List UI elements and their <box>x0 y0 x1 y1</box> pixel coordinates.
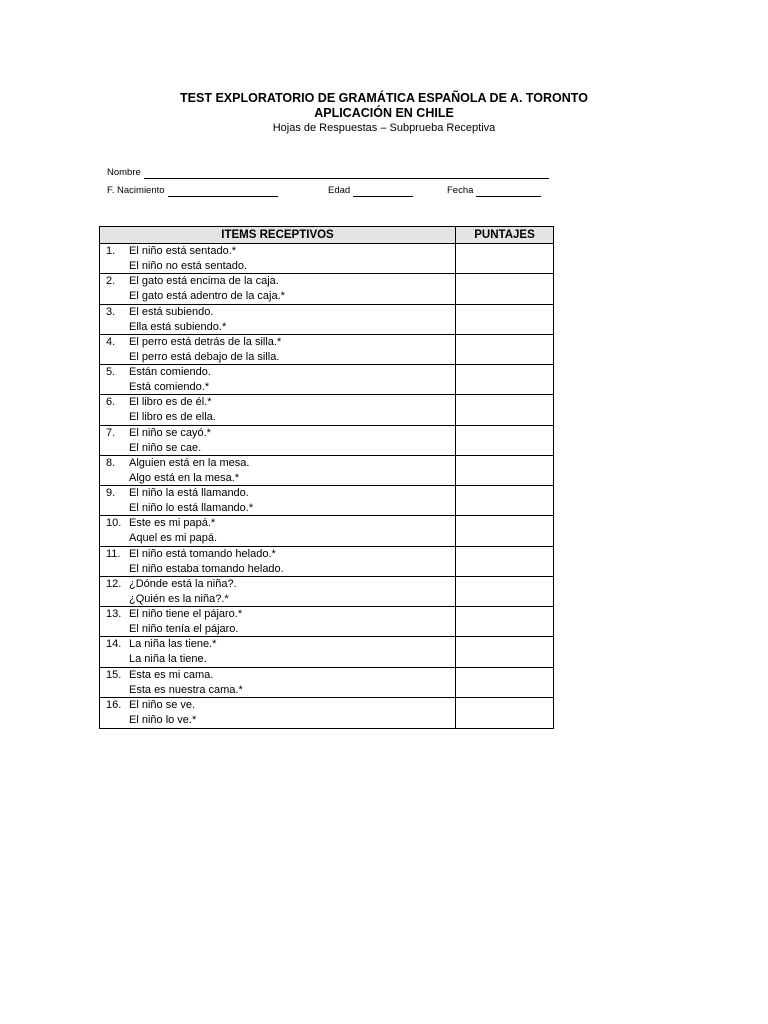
item-sentence-b: La niña la tiene. <box>129 653 207 666</box>
item-sentence-b: El niño lo está llamando.* <box>129 502 254 514</box>
item-sentence-a: Esta es mi cama. <box>129 668 214 681</box>
item-cell <box>100 305 456 334</box>
score-cell[interactable] <box>456 577 553 606</box>
item-sentence-a: El niño tiene el pájaro.* <box>129 608 243 620</box>
score-cell[interactable] <box>456 244 553 273</box>
item-cell <box>100 365 456 394</box>
table-row <box>100 486 553 516</box>
item-number: 6. <box>106 396 116 409</box>
item-cell <box>100 698 456 728</box>
table-row <box>100 335 553 365</box>
item-cell <box>100 486 456 515</box>
item-sentences <box>129 244 455 273</box>
table-row <box>100 305 553 335</box>
item-cell <box>100 274 456 303</box>
item-number: 1. <box>106 245 116 257</box>
table-row <box>100 668 553 698</box>
item-number: 2. <box>106 275 116 288</box>
score-cell[interactable] <box>456 274 553 303</box>
item-sentence-a: Están comiendo. <box>129 366 211 378</box>
edad-field <box>328 185 413 197</box>
document-subtitle-chile: APLICACIÓN EN CHILE <box>314 106 454 120</box>
item-sentence-a: El libro es de él.* <box>129 396 212 409</box>
score-cell[interactable] <box>456 426 553 455</box>
item-sentences <box>129 426 455 455</box>
nombre-label: Nombre <box>107 167 141 178</box>
item-number: 13. <box>106 608 122 620</box>
item-sentences <box>129 637 455 666</box>
header-puntajes: PUNTAJES <box>474 229 535 241</box>
fecha-label: Fecha <box>447 185 474 196</box>
table-row <box>100 698 553 728</box>
score-cell[interactable] <box>456 365 553 394</box>
item-sentences <box>129 365 455 394</box>
table-row <box>100 395 553 425</box>
fecha-blank-line[interactable] <box>476 186 541 197</box>
score-cell[interactable] <box>456 547 553 576</box>
item-sentence-a: Alguien está en la mesa. <box>129 456 250 469</box>
item-cell <box>100 335 456 364</box>
score-cell[interactable] <box>456 607 553 636</box>
table-row <box>100 577 553 607</box>
item-number: 14. <box>106 638 122 651</box>
score-cell[interactable] <box>456 698 553 728</box>
item-sentence-b: ¿Quién es la niña?.* <box>129 592 229 605</box>
item-sentence-a: El gato está encima de la caja. <box>129 275 279 288</box>
item-sentence-a: La niña las tiene.* <box>129 638 217 651</box>
item-sentence-b: El niño estaba tomando helado. <box>129 562 284 575</box>
document-title: TEST EXPLORATORIO DE GRAMÁTICA ESPAÑOLA DE A. TORONTO <box>180 91 588 105</box>
item-sentences <box>129 607 455 636</box>
score-cell[interactable] <box>456 305 553 334</box>
item-sentence-a: El niño está tomando helado.* <box>129 547 276 560</box>
item-sentences <box>129 698 455 728</box>
item-cell <box>100 668 456 697</box>
table-row <box>100 274 553 304</box>
item-sentences <box>129 274 455 303</box>
item-sentence-b: Ella está subiendo.* <box>129 320 227 333</box>
item-sentence-a: Este es mi papá.* <box>129 517 216 530</box>
items-table <box>99 226 554 729</box>
item-sentence-b: El niño se cae. <box>129 441 202 454</box>
item-sentence-b: El niño no está sentado. <box>129 260 248 272</box>
item-sentences <box>129 395 455 424</box>
item-cell <box>100 456 456 485</box>
item-number: 5. <box>106 366 116 378</box>
item-sentence-b: El niño lo ve.* <box>129 713 197 726</box>
item-cell <box>100 577 456 606</box>
item-sentence-a: El está subiendo. <box>129 305 214 318</box>
nacimiento-field <box>107 185 278 197</box>
nombre-field <box>107 167 549 179</box>
nacimiento-blank-line[interactable] <box>168 186 278 197</box>
score-cell[interactable] <box>456 516 553 545</box>
item-sentence-b: Aquel es mi papá. <box>129 532 218 545</box>
item-sentence-b: Esta es nuestra cama.* <box>129 683 243 696</box>
score-cell[interactable] <box>456 637 553 666</box>
header-items-receptivos: ITEMS RECEPTIVOS <box>100 227 456 243</box>
table-row <box>100 426 553 456</box>
item-sentences <box>129 668 455 697</box>
item-sentences <box>129 335 455 364</box>
item-sentences <box>129 486 455 515</box>
item-sentence-a: El niño la está llamando. <box>129 487 249 499</box>
item-sentence-b: El perro está debajo de la silla. <box>129 350 280 363</box>
nacimiento-label: F. Nacimiento <box>107 185 165 196</box>
item-sentence-a: El perro está detrás de la silla.* <box>129 335 282 348</box>
item-cell <box>100 547 456 576</box>
table-row <box>100 456 553 486</box>
table-row <box>100 244 553 274</box>
table-row <box>100 516 553 546</box>
item-number: 10. <box>106 517 122 530</box>
item-number: 3. <box>106 305 116 318</box>
item-sentence-b: Algo está en la mesa.* <box>129 471 240 484</box>
item-sentences <box>129 516 455 545</box>
edad-label: Edad <box>328 185 351 196</box>
item-sentence-b: El gato está adentro de la caja.* <box>129 290 285 303</box>
table-row <box>100 365 553 395</box>
item-sentences <box>129 456 455 485</box>
item-sentence-a: El niño está sentado.* <box>129 245 237 257</box>
item-sentence-b: El niño tenía el pájaro. <box>129 623 239 635</box>
fecha-field <box>447 185 541 197</box>
item-sentence-a: ¿Dónde está la niña?. <box>129 577 237 590</box>
table-header <box>100 227 553 244</box>
item-sentences <box>129 547 455 576</box>
item-sentences <box>129 305 455 334</box>
item-number: 4. <box>106 335 116 348</box>
item-number: 11. <box>106 547 121 560</box>
item-number: 7. <box>106 426 116 439</box>
item-number: 9. <box>106 487 116 499</box>
table-row <box>100 547 553 577</box>
table-row <box>100 607 553 637</box>
item-number: 12. <box>106 577 122 590</box>
score-cell[interactable] <box>456 456 553 485</box>
item-sentence-a: El niño se cayó.* <box>129 426 211 439</box>
score-cell[interactable] <box>456 668 553 697</box>
item-cell <box>100 516 456 545</box>
item-number: 16. <box>106 698 122 711</box>
item-cell <box>100 426 456 455</box>
item-cell <box>100 395 456 424</box>
item-cell <box>100 637 456 666</box>
table-body <box>100 244 553 728</box>
score-cell[interactable] <box>456 335 553 364</box>
item-sentence-b: El libro es de ella. <box>129 411 216 424</box>
item-cell <box>100 244 456 273</box>
score-cell[interactable] <box>456 486 553 515</box>
item-number: 8. <box>106 456 116 469</box>
item-sentence-b: Está comiendo.* <box>129 381 210 393</box>
edad-blank-line[interactable] <box>353 186 413 197</box>
item-cell <box>100 607 456 636</box>
item-sentence-a: El niño se ve. <box>129 698 196 711</box>
score-cell[interactable] <box>456 395 553 424</box>
item-number: 15. <box>106 668 122 681</box>
item-sentences <box>129 577 455 606</box>
document-caption: Hojas de Respuestas – Subprueba Receptiva <box>272 122 496 134</box>
nombre-blank-line[interactable] <box>144 168 549 179</box>
table-row <box>100 637 553 667</box>
